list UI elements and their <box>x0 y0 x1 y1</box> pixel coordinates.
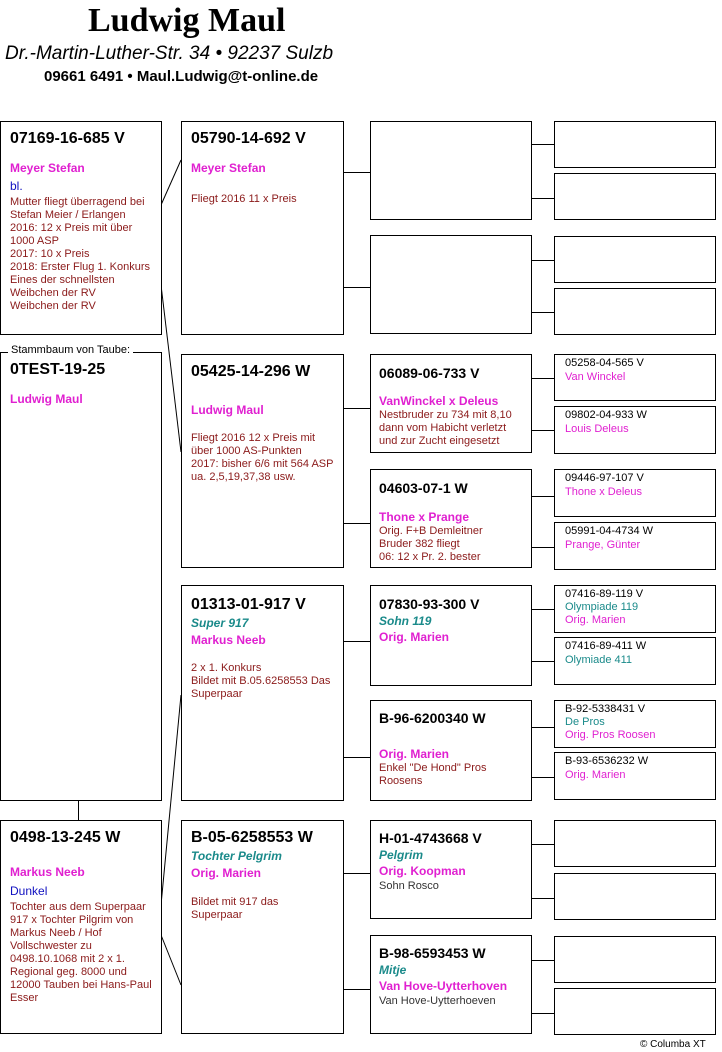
gen2-dd-ring: B-05-6258553 W <box>191 829 313 846</box>
connector <box>531 1013 554 1014</box>
gen4-sdds-card[interactable] <box>554 469 716 517</box>
gen3-sds-breeder: VanWinckel x Deleus <box>379 394 499 408</box>
gen4-empty-4[interactable] <box>554 288 716 335</box>
gen4-dsdd-ring: B-93-6536232 W <box>565 755 649 767</box>
gen4-sdsd-breeder: Louis Deleus <box>565 423 629 435</box>
gen4-sddd-ring: 05991-04-4734 W <box>565 525 654 537</box>
gen4-empty-3[interactable] <box>554 236 716 283</box>
gen4-dssd-ring: 07416-89-411 W <box>565 640 647 652</box>
gen2-ds-card[interactable] <box>181 585 344 801</box>
gen4-sdsd-ring: 09802-04-933 W <box>565 409 647 421</box>
gen4-dsds-card[interactable] <box>554 700 716 748</box>
gen3-dds-card[interactable] <box>370 820 532 919</box>
gen3-dsd-card[interactable] <box>370 700 532 801</box>
sire-breeder: Meyer Stefan <box>10 161 85 175</box>
gen2-sd-breeder: Ludwig Maul <box>191 403 264 417</box>
gen3-sds-card[interactable] <box>370 354 532 453</box>
owner-address: Dr.-Martin-Luther-Str. 34 • 92237 Sulzb <box>5 43 334 64</box>
gen2-ds-nick: Super 917 <box>191 616 249 630</box>
gen3-dsd-ring: B-96-6200340 W <box>379 710 486 726</box>
connector <box>343 408 370 409</box>
gen3-dds-nick: Pelgrim <box>379 848 424 862</box>
gen2-sd-ring: 05425-14-296 W <box>191 363 311 380</box>
gen2-ss-note: Fliegt 2016 11 x Preis <box>191 193 297 205</box>
connector <box>531 727 554 728</box>
gen3-dss-ring: 07830-93-300 V <box>379 596 480 612</box>
gen4-dssd-nick: Olymiade 411 <box>565 654 633 666</box>
gen4-dsds-breeder: Orig. Pros Roosen <box>565 729 656 741</box>
connector <box>531 144 554 145</box>
dam-breeder: Markus Neeb <box>10 865 85 879</box>
gen4-sdds-ring: 09446-97-107 V <box>565 472 644 484</box>
gen2-sd-card[interactable] <box>181 354 344 568</box>
gen2-dd-breeder: Orig. Marien <box>191 866 262 880</box>
dam-ring: 0498-13-245 W <box>10 829 121 846</box>
gen3-sdd-ring: 04603-07-1 W <box>379 480 468 496</box>
gen3-sds-note: Nestbruder zu 734 mit 8,10 dann vom Habicht verletzt und zur Zucht eingesetzt <box>379 409 512 447</box>
connector <box>531 378 554 379</box>
gen4-empty-1[interactable] <box>554 121 716 168</box>
gen3-dss-nick: Sohn 119 <box>379 614 432 628</box>
gen4-empty-8[interactable] <box>554 988 716 1035</box>
gen2-dd-card[interactable] <box>181 820 344 1034</box>
connector <box>531 777 554 778</box>
gen3-dss-card[interactable] <box>370 585 532 686</box>
gen4-dsdd-card[interactable] <box>554 752 716 800</box>
connector <box>343 172 370 173</box>
owner-name: Ludwig Maul <box>88 2 286 39</box>
gen4-empty-7[interactable] <box>554 936 716 983</box>
gen4-dssd-card[interactable] <box>554 637 716 685</box>
gen2-ds-note: 2 x 1. Konkurs Bildet mit B.05.6258553 Das Superpaar <box>191 662 331 700</box>
gen3-ssd-card[interactable] <box>370 235 532 334</box>
gen2-ss-card[interactable] <box>181 121 344 335</box>
dam-card[interactable] <box>0 820 162 1034</box>
gen4-sddd-card[interactable] <box>554 522 716 570</box>
gen3-dsd-breeder: Orig. Marien <box>379 747 450 761</box>
connector <box>343 873 370 874</box>
gen3-sdd-card[interactable] <box>370 469 532 568</box>
connector <box>343 989 370 990</box>
gen4-sdds-breeder: Thone x Deleus <box>565 486 643 498</box>
gen3-sss-card[interactable] <box>370 121 532 220</box>
gen2-dd-nick: Tochter Pelgrim <box>191 849 282 863</box>
gen4-dsds-ring: B-92-5338431 V <box>565 703 646 715</box>
gen3-dds-note: Sohn Rosco <box>379 880 439 892</box>
gen3-ddd-card[interactable] <box>370 935 532 1034</box>
gen3-ddd-breeder: Van Hove-Uytterhoven <box>379 979 508 993</box>
connector <box>531 260 554 261</box>
subject-ring: 0TEST-19-25 <box>10 361 106 378</box>
sire-ring: 07169-16-685 V <box>10 130 125 147</box>
gen3-ddd-note: Van Hove-Uytterhoeven <box>379 995 496 1007</box>
gen4-dsss-nick: Olympiade 119 <box>565 601 639 613</box>
gen3-sds-ring: 06089-06-733 V <box>379 365 480 381</box>
gen4-dsss-breeder: Orig. Marien <box>565 614 626 626</box>
subject-owner: Ludwig Maul <box>10 392 83 406</box>
pedigree-label: Stammbaum von Taube: <box>8 344 133 356</box>
gen4-sdsd-card[interactable] <box>554 406 716 454</box>
gen4-dsds-nick: De Pros <box>565 716 605 728</box>
gen4-dsss-card[interactable] <box>554 585 716 633</box>
connector <box>531 960 554 961</box>
gen3-dsd-note: Enkel "De Hond" Pros Roosens <box>379 762 487 787</box>
gen3-sdd-note: Orig. F+B Demleitner Bruder 382 fliegt 06: 12 x Pr. 2. bester <box>379 525 483 563</box>
copyright: © Columba XT <box>640 1039 706 1050</box>
connector <box>531 898 554 899</box>
gen3-dss-breeder: Orig. Marien <box>379 630 450 644</box>
dam-color: Dunkel <box>10 884 48 898</box>
gen4-dsss-ring: 07416-89-119 V <box>565 588 644 600</box>
connector <box>531 547 554 548</box>
gen4-empty-2[interactable] <box>554 173 716 220</box>
gen4-sdss-breeder: Van Winckel <box>565 371 626 383</box>
gen4-empty-6[interactable] <box>554 873 716 920</box>
connector <box>343 523 370 524</box>
gen2-sd-note: Fliegt 2016 12 x Preis mit über 1000 AS-Punkten 2017: bisher 6/6 mit 564 ASP ua. 2,5,19,37,38 usw. <box>191 432 334 483</box>
connector <box>343 287 370 288</box>
connector <box>531 609 554 610</box>
sire-card[interactable] <box>0 121 162 335</box>
gen3-sdd-breeder: Thone x Prange <box>379 510 470 524</box>
gen4-sdss-card[interactable] <box>554 354 716 401</box>
gen2-ss-ring: 05790-14-692 V <box>191 130 306 147</box>
gen4-sdss-ring: 05258-04-565 V <box>565 357 644 369</box>
gen2-dd-note: Bildet mit 917 das Superpaar <box>191 896 279 921</box>
connector <box>531 496 554 497</box>
gen2-ds-breeder: Markus Neeb <box>191 633 266 647</box>
connector <box>531 430 554 431</box>
dam-note: Tochter aus dem Superpaar 917 x Tochter Pilgrim von Markus Neeb / Hof Vollschwester zu 0498.10.1068 mit 2 x 1. Regional geg. 8000 und 12000 Tauben bei Hans-Paul Esser <box>10 901 152 1004</box>
connector <box>343 641 370 642</box>
connector <box>531 661 554 662</box>
connector <box>531 312 554 313</box>
sire-color: bl. <box>10 179 23 193</box>
sire-note: Mutter fliegt überragend bei Stefan Meier / Erlangen 2016: 12 x Preis mit über 1000 ASP 2017: 10 x Preis 2018: Erster Flug 1. Konkurs Eines der schnellsten Weibchen der RV Weibchen der RV <box>10 196 151 312</box>
gen4-dsdd-breeder: Orig. Marien <box>565 769 626 781</box>
gen4-empty-5[interactable] <box>554 820 716 867</box>
gen2-ds-ring: 01313-01-917 V <box>191 596 306 613</box>
gen3-ddd-nick: Mitje <box>379 963 407 977</box>
gen2-ss-breeder: Meyer Stefan <box>191 161 266 175</box>
gen3-ddd-ring: B-98-6593453 W <box>379 945 486 961</box>
gen3-dds-breeder: Orig. Koopman <box>379 864 466 878</box>
gen3-dds-ring: H-01-4743668 V <box>379 830 482 846</box>
subject-card[interactable] <box>0 352 162 801</box>
gen4-sddd-breeder: Prange, Günter <box>565 539 641 551</box>
connector <box>343 757 370 758</box>
owner-contact: 09661 6491 • Maul.Ludwig@t-online.de <box>44 68 319 85</box>
connector <box>531 198 554 199</box>
connector <box>531 844 554 845</box>
